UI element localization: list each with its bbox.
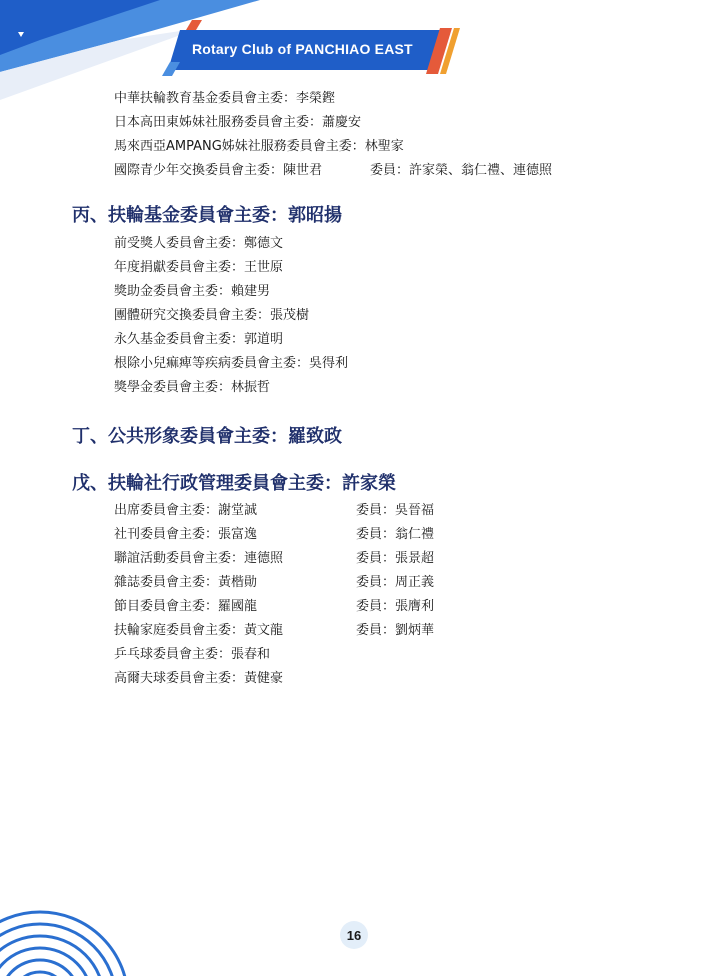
committee-chair: 扶輪家庭委員會主委：黃文龍 [114,623,284,638]
committee-row [114,574,634,592]
committee-line: 馬來西亞AMPANG姊妹社服務委員會主委：林聖家 [114,139,404,154]
page-number: 16 [340,921,368,949]
committee-line: 年度捐獻委員會主委：王世原 [114,260,284,275]
committee-row [114,526,634,544]
committee-member: 委員：張膺利 [356,599,435,614]
committee-line: 團體研究交換委員會主委：張茂樹 [114,308,310,323]
committee-member: 委員：翁仁禮 [356,527,435,542]
section-heading-wu: 戊、扶輪社行政管理委員會主委：許家榮 [72,473,396,494]
committee-member: 委員：劉炳華 [356,623,435,638]
committee-member: 委員：吳晉福 [356,503,435,518]
committee-row [114,670,634,688]
club-name: Rotary Club of PANCHIAO EAST [192,41,413,57]
committee-chair: 節目委員會主委：羅國龍 [114,599,258,614]
committee-chair: 國際青少年交換委員會主委：陳世君 [114,163,323,178]
header-accent-red [186,20,202,30]
committee-line: 日本高田東姊妹社服務委員會主委：蕭慶安 [114,115,362,130]
committee-line: 獎助金委員會主委：賴建男 [114,284,271,299]
committee-chair: 出席委員會主委：謝堂誠 [114,503,258,518]
footer-circles-decoration [0,900,140,976]
committee-line: 中華扶輪教育基金委員會主委：李榮鏗 [114,91,336,106]
committee-line: 獎學金委員會主委：林振哲 [114,380,271,395]
committee-chair: 高爾夫球委員會主委：黃健豪 [114,671,284,686]
section-heading-ding: 丁、公共形象委員會主委：羅致政 [72,426,342,447]
committee-member: 委員：周正義 [356,575,435,590]
committee-line [114,162,553,180]
committee-line: 前受獎人委員會主委：鄭德文 [114,236,284,251]
committee-chair: 社刊委員會主委：張富逸 [114,527,258,542]
committee-line: 永久基金委員會主委：郭道明 [114,332,284,347]
committee-row [114,502,634,520]
committee-line: 根除小兒痲痺等疾病委員會主委：吳得利 [114,356,349,371]
committee-member: 委員：張景超 [356,551,435,566]
committee-row [114,622,634,640]
committee-row [114,550,634,568]
committee-chair: 聯誼活動委員會主委：連德照 [114,551,284,566]
committee-chair: 乒乓球委員會主委：張春和 [114,647,271,662]
committee-members: 委員：許家榮、翁仁禮、連德照 [370,163,553,178]
section-heading-bing: 丙、扶輪基金委員會主委：郭昭揚 [72,205,342,226]
committee-row [114,598,634,616]
committee-chair: 雜誌委員會主委：黃楷勛 [114,575,258,590]
committee-row [114,646,634,664]
